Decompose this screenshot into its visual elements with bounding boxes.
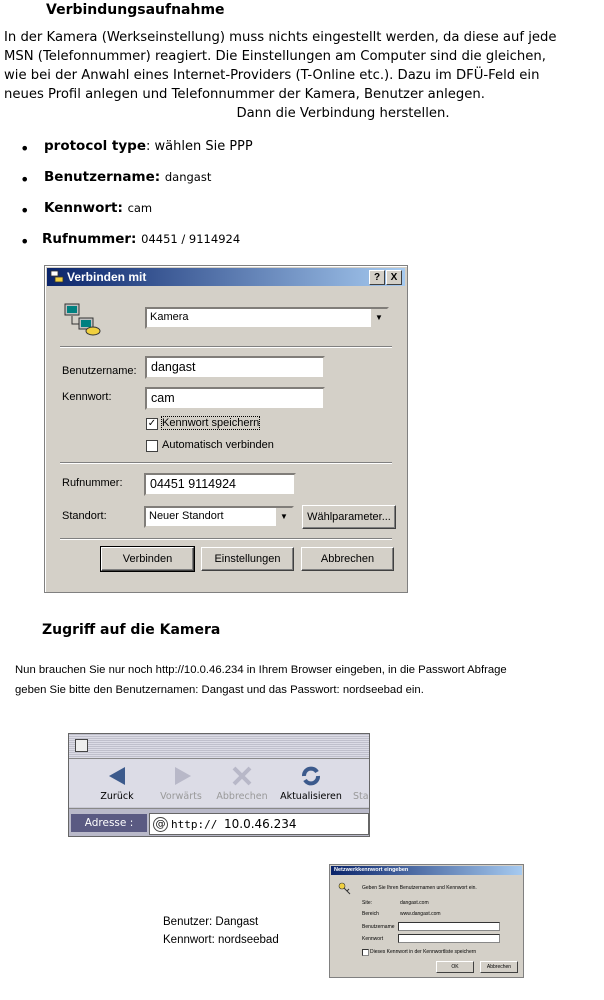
start-button[interactable] xyxy=(353,759,370,807)
close-button[interactable]: X xyxy=(386,270,402,285)
location-value: Neuer Standort xyxy=(149,510,224,522)
access-paragraph xyxy=(15,660,600,700)
divider xyxy=(60,346,392,348)
bullet-value: 04451 / 9114924 xyxy=(141,232,241,246)
dialog-title: Verbinden mit xyxy=(67,270,147,284)
save-password-checkbox[interactable]: ✓ xyxy=(147,418,157,429)
network-computers-icon xyxy=(63,302,103,336)
forward-button[interactable] xyxy=(153,759,209,807)
bullet-key: Rufnummer: xyxy=(42,231,137,247)
bullet-icon: • xyxy=(20,170,30,189)
site-label: Site: xyxy=(362,900,373,906)
network-password-dialog xyxy=(329,864,524,978)
back-arrow-icon xyxy=(107,765,129,787)
key-icon xyxy=(338,881,352,895)
paragraph-line: neues Profil anlegen und Telefonnummer der Kamera, Benutzer anlegen. xyxy=(4,87,485,102)
password-value: cam xyxy=(151,391,175,405)
small-dialog-title: Netzwerkkennwort eingeben xyxy=(331,866,522,875)
url-prefix: http:// xyxy=(171,818,218,831)
credentials-note xyxy=(163,913,279,949)
username-value: dangast xyxy=(151,360,196,374)
paragraph-line: geben Sie bitte den Benutzernamen: Dangast und das Passwort: nordseebad ein. xyxy=(15,684,424,696)
connection-select[interactable] xyxy=(145,307,389,329)
window-close-box[interactable] xyxy=(75,739,88,752)
section-title-camera-access: Zugriff auf die Kamera xyxy=(42,622,221,638)
realm-value: www.dangast.com xyxy=(400,911,441,917)
paragraph-line: Dann die Verbindung herstellen. xyxy=(236,106,450,121)
reload-icon xyxy=(300,765,322,787)
cancel-button[interactable]: Abbrechen xyxy=(301,547,394,571)
phone-label: Rufnummer: xyxy=(62,477,123,489)
ok-button[interactable]: OK xyxy=(436,961,474,973)
address-label: Adresse : xyxy=(71,814,147,832)
back-button[interactable] xyxy=(93,759,141,807)
bullet-key: protocol type xyxy=(44,138,147,154)
at-sign-icon: @ xyxy=(153,817,168,832)
tool-label: Sta xyxy=(353,791,369,802)
paragraph-line: MSN (Telefonnummer) reagiert. Die Einstellungen am Computer sind die gleichen, xyxy=(4,49,546,64)
connect-dialog xyxy=(44,265,408,593)
chevron-down-icon[interactable]: ▼ xyxy=(370,309,387,327)
phone-value: 04451 9114924 xyxy=(150,477,236,491)
paragraph-line: Nun brauchen Sie nur noch http://10.0.46.234 in Ihrem Browser eingeben, in die Passwort Abfrage xyxy=(15,664,507,676)
url-input[interactable] xyxy=(149,813,369,835)
toolbar xyxy=(69,759,369,807)
bullet-value: cam xyxy=(127,201,153,215)
reload-button[interactable] xyxy=(275,759,347,807)
chevron-down-icon[interactable]: ▼ xyxy=(275,508,292,526)
url-text xyxy=(171,817,297,831)
password-label: Kennwort: xyxy=(62,391,112,403)
cancel-button[interactable]: Abbrechen xyxy=(480,961,518,973)
dialog-titlebar xyxy=(47,268,405,286)
realm-label: Bereich xyxy=(362,911,379,917)
tool-label: Aktualisieren xyxy=(280,791,342,802)
bullet-value: PPP xyxy=(229,139,253,154)
prompt-text: Geben Sie Ihren Benutzernamen und Kennwort ein. xyxy=(362,885,477,891)
paragraph-line: wie bei der Anwahl eines Internet-Providers (T-Online etc.). Dazu im DFÜ-Feld ein xyxy=(4,68,540,83)
browser-toolbar-screenshot xyxy=(68,733,370,837)
auto-connect-label[interactable]: Automatisch verbinden xyxy=(162,439,274,451)
settings-button[interactable]: Einstellungen xyxy=(201,547,294,571)
connection-value: Kamera xyxy=(150,311,189,323)
bullet-icon: • xyxy=(20,232,30,251)
stop-button[interactable] xyxy=(215,759,269,807)
site-value: dangast.com xyxy=(400,900,429,906)
bullet-key: Benutzername: xyxy=(44,169,161,185)
user-field[interactable] xyxy=(398,922,500,931)
connect-button[interactable]: Verbinden xyxy=(101,547,194,571)
url-host: 10.0.46.234 xyxy=(223,817,297,831)
title-strip xyxy=(69,734,369,759)
username-field[interactable] xyxy=(145,356,325,379)
password-field[interactable] xyxy=(145,387,325,410)
tool-label: Abbrechen xyxy=(216,791,268,802)
auto-connect-checkbox[interactable] xyxy=(146,440,158,452)
username-label: Benutzername: xyxy=(62,365,137,377)
dialup-icon xyxy=(50,270,64,283)
bullet-sep: : wählen Sie xyxy=(146,139,230,154)
forward-arrow-icon xyxy=(171,765,193,787)
user-label: Benutzername xyxy=(362,924,395,930)
save-password-label[interactable]: Dieses Kennwort in der Kennwortliste speichern xyxy=(370,949,477,955)
phone-field[interactable] xyxy=(144,473,296,496)
intro-paragraph xyxy=(4,28,602,123)
dial-params-button[interactable]: Wählparameter... xyxy=(302,505,396,529)
save-password-checkbox[interactable] xyxy=(362,949,369,956)
credentials-pass: Kennwort: nordseebad xyxy=(163,934,279,946)
address-bar xyxy=(69,808,369,837)
bullet-icon: • xyxy=(20,139,30,158)
bullet-icon: • xyxy=(20,201,30,220)
pass-field[interactable] xyxy=(398,934,500,943)
bullet-value: dangast xyxy=(164,170,212,184)
credentials-user: Benutzer: Dangast xyxy=(163,916,259,928)
location-label: Standort: xyxy=(62,510,107,522)
paragraph-line: In der Kamera (Werkseinstellung) muss nichts eingestellt werden, da diese auf jede xyxy=(4,30,557,45)
tool-label: Zurück xyxy=(100,791,134,802)
stop-x-icon xyxy=(231,765,253,787)
save-password-label[interactable]: Kennwort speichern xyxy=(162,417,260,429)
help-button[interactable]: ? xyxy=(369,270,385,285)
pass-label: Kennwort xyxy=(362,936,384,942)
bullet-key: Kennwort: xyxy=(44,200,123,216)
tool-label: Vorwärts xyxy=(160,791,202,802)
divider xyxy=(60,538,392,540)
divider xyxy=(60,462,392,464)
location-select[interactable] xyxy=(144,506,294,528)
section-title-connection: Verbindungsaufnahme xyxy=(46,2,225,18)
